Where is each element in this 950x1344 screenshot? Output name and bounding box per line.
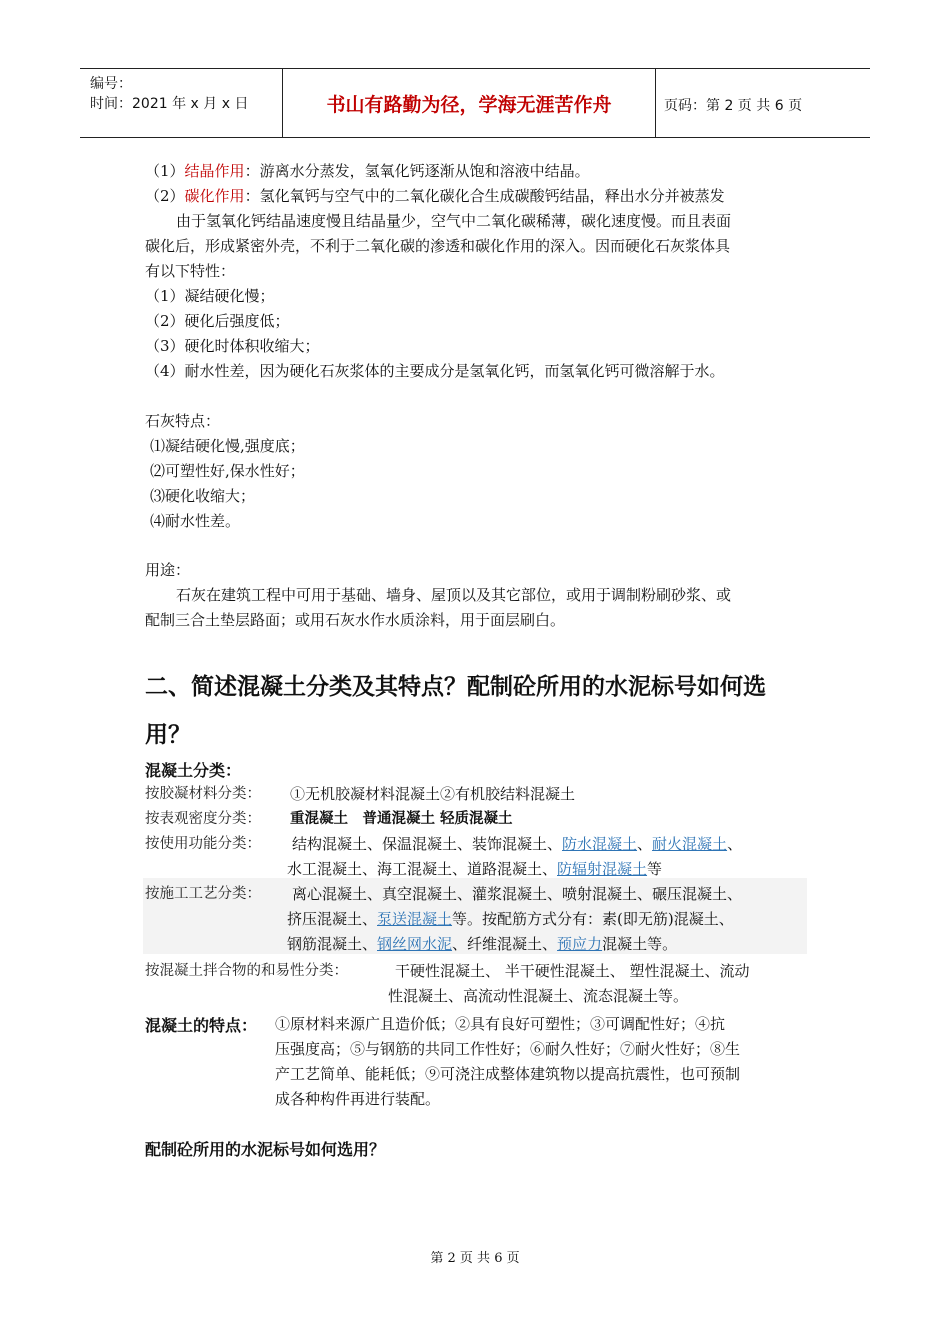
cement-question: 配制砼所用的水泥标号如何选用？ (145, 1140, 386, 1159)
function-value-l2: 水工混凝土、海工混凝土、道路混凝土、防辐射混凝土等 (287, 860, 663, 878)
features-line: ①原材料来源广且造价低；②具有良好可塑性；③可调配性好；④抗 (275, 1015, 726, 1033)
features-line: 压强度高；⑤与钢筋的共同工作性好；⑥耐久性好；⑦耐火性好；⑧生 (275, 1040, 741, 1058)
use-title: 用途： (145, 561, 191, 579)
features-line: 产工艺简单、能耗低；⑨可浇注成整体建筑物以提高抗震性，也可预制 (275, 1065, 741, 1083)
workability-value-l2: 性混凝土、高流动性混凝土、流态混凝土等。 (388, 987, 689, 1005)
lime-item: ⑷耐水性差。 (150, 512, 241, 530)
use-line: 石灰在建筑工程中可用于基础、墙身、屋顶以及其它部位，或用于调制粉刷砂浆、或 (176, 586, 732, 604)
header-page-info: 页码：第 2 页 共 6 页 (664, 98, 803, 114)
property-item: （4）耐水性差，因为硬化石灰浆体的主要成分是氢氧化钙，而氢氧化钙可微溶解于水。 (145, 362, 725, 380)
binder-label: 按胶凝材料分类： (145, 786, 261, 802)
carbonation-line: （2）碳化作用：氢化氧钙与空气中的二氧化碳化合生成碳酸钙结晶，释出水分并被蒸发 (145, 187, 725, 205)
page-footer: 第 2 页 共 6 页 (430, 1251, 520, 1266)
pumped-concrete-link[interactable]: 泵送混凝土 (377, 910, 453, 928)
doc-time: 时间：2021 年 x 月 x 日 (90, 96, 249, 112)
header-motto: 书山有路勤为径，学海无涯苦作舟 (283, 69, 656, 137)
lime-title: 石灰特点： (145, 412, 221, 430)
crystallization-line: （1）结晶作用：游离水分蒸发，氢氧化钙逐渐从饱和溶液中结晶。 (145, 162, 590, 180)
paragraph-line: 有以下特性： (145, 262, 236, 280)
process-value-l2: 挤压混凝土、泵送混凝土等。按配筋方式分有：素(即无筋)混凝土、 (287, 910, 734, 928)
fireproof-concrete-link[interactable]: 耐火混凝土 (652, 835, 728, 853)
carbonation-term: 碳化作用 (184, 187, 245, 205)
page-header (80, 68, 870, 138)
features-line: 成各种构件再进行装配。 (275, 1090, 441, 1108)
section-heading-cont: 用？ (145, 722, 191, 748)
process-label: 按施工工艺分类： (145, 886, 261, 902)
property-item: （1）凝结硬化慢； (145, 287, 275, 305)
lime-item: ⑵可塑性好,保水性好； (150, 462, 305, 480)
process-value-l3: 钢筋混凝土、钢丝网水泥、纤维混凝土、预应力混凝土等。 (287, 935, 678, 953)
classification-title: 混凝土分类： (145, 761, 242, 780)
radiation-concrete-link[interactable]: 防辐射混凝土 (557, 860, 648, 878)
features-label: 混凝土的特点： (145, 1016, 258, 1035)
doc-number: 编号： (90, 76, 132, 92)
property-item: （3）硬化时体积收缩大； (145, 337, 320, 355)
crystallization-term: 结晶作用 (184, 162, 245, 180)
paragraph-line: 碳化后，形成紧密外壳，不利于二氧化碳的渗透和碳化作用的深入。因而硬化石灰浆体具 (145, 237, 731, 255)
property-item: （2）硬化后强度低； (145, 312, 290, 330)
lime-item: ⑶硬化收缩大； (150, 487, 256, 505)
header-meta-cell (80, 69, 283, 137)
function-label: 按使用功能分类： (145, 836, 261, 852)
density-value: 重混凝土 普通混凝土 轻质混凝土 (290, 811, 513, 827)
lime-item: ⑴凝结硬化慢,强度底； (150, 437, 305, 455)
workability-value-l1: 干硬性混凝土、 半干硬性混凝土、 塑性混凝土、流动 (395, 962, 750, 980)
function-value-l1: 结构混凝土、保温混凝土、装饰混凝土、防水混凝土、耐火混凝土、 (292, 835, 743, 853)
use-line: 配制三合土垫层路面；或用石灰水作水质涂料，用于面层刷白。 (145, 611, 566, 629)
paragraph-line: 由于氢氧化钙结晶速度慢且结晶量少，空气中二氧化碳稀薄，碳化速度慢。而且表面 (176, 212, 732, 230)
prestressed-link[interactable]: 预应力 (557, 935, 603, 953)
ferrocement-link[interactable]: 钢丝网水泥 (377, 935, 453, 953)
process-value-l1: 离心混凝土、真空混凝土、灌浆混凝土、喷射混凝土、碾压混凝土、 (292, 885, 743, 903)
density-label: 按表观密度分类： (145, 811, 261, 827)
workability-label: 按混凝土拌合物的和易性分类： (145, 963, 348, 979)
waterproof-concrete-link[interactable]: 防水混凝土 (562, 835, 638, 853)
binder-value: ①无机胶凝材料混凝土②有机胶结料混凝土 (290, 785, 576, 803)
section-heading: 二、简述混凝土分类及其特点？配制砼所用的水泥标号如何选 (145, 674, 766, 700)
